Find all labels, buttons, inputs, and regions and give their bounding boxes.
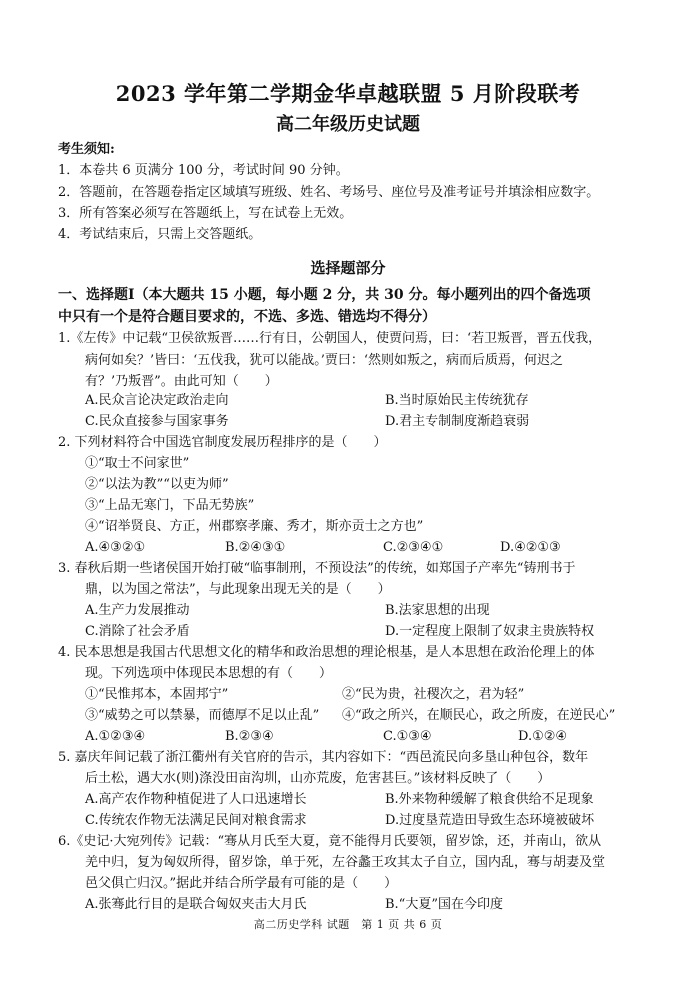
option-d: D.过度垦荒造田导致生态环境被破坏 [385, 813, 595, 828]
option-a: A.①②③④ [85, 729, 146, 744]
option-a: A.高产农作物种植促进了人口迅速增长 [85, 792, 307, 807]
question-stem: 3. 春秋后期一些诸侯国开始打破“临事制刑，不预设法”的传统，如郑国子产率先“铸刑书于 [58, 561, 576, 576]
question-item: ③“上品无寒门，下品无势族” [85, 498, 255, 513]
question-stem: 2. 下列材料符合中国选官制度发展历程排序的是（ ） [58, 435, 387, 450]
option-d: D.君主专制制度渐趋衰弱 [385, 414, 530, 429]
option-a: A.张骞此行目的是联合匈奴夹击大月氏 [85, 897, 307, 912]
notice-item: 2．答题前，在答题卷指定区域填写班级、姓名、考场号、座位号及准考证号并填涂相应数字。 [58, 185, 600, 200]
option-b: B.②③④ [225, 729, 274, 744]
question-stem: 病何如矣？’皆曰：‘五伐我，犹可以能战。’贾曰：‘然则如叛之，病而后质焉，何迟之 [85, 353, 564, 368]
notice-item: 3．所有答案必须写在答题纸上，写在试卷上无效。 [58, 206, 353, 221]
question-stem: 后土松，遇大水(则)涤没田亩沟圳，山亦荒废，危害甚巨。”该材料反映了（ ） [85, 771, 551, 786]
option-c: C.民众直接参与国家事务 [85, 414, 229, 429]
exam-subtitle: 高二年级历史试题 [276, 114, 420, 135]
option-b: B.外来物种缓解了粮食供给不足现象 [385, 792, 594, 807]
option-b: B.“大夏”国在今印度 [385, 897, 503, 912]
question-stem: 羌中归，复为匈奴所得，留岁馀，单于死，左谷蠡王攻其太子自立，国内乱，骞与胡妻及堂 [85, 855, 606, 870]
question-stem: 邑父俱亡归汉。”据此并结合所学最有可能的是（ ） [85, 876, 398, 891]
option-d: D.一定程度上限制了奴隶主贵族特权 [385, 624, 595, 639]
question-stem: 6.《史记·大宛列传》记载：“骞从月氏至大夏，竟不能得月氏要领，留岁馀，还，并南山，欲从 [58, 834, 602, 849]
option-d: D.①②④ [518, 729, 568, 744]
question-stem: 现。下列选项中体现民本思想的有（ ） [85, 666, 333, 681]
part-heading-line: 中只有一个是符合题目要求的，不选、多选、错选均不得分） [58, 309, 436, 325]
question-item: ①“取士不问家世” [85, 456, 190, 471]
question-stem: 4. 民本思想是我国古代思想文化的精华和政治思想的理论根基，是人本思想在政治伦理上的体 [58, 645, 595, 660]
option-b: B.当时原始民主传统犹存 [385, 393, 529, 408]
question-item: ④“政之所兴，在顺民心，政之所废，在逆民心” [342, 708, 616, 723]
notice-item: 4．考试结束后，只需上交答题纸。 [58, 227, 262, 242]
option-c: C.①③④ [383, 729, 432, 744]
question-item: ④“诏举贤良、方正，州郡察孝廉、秀才，斯亦贡士之方也” [85, 519, 424, 534]
question-stem: 鼎，以为国之常法”，与此现象出现无关的是（ ） [85, 582, 391, 597]
option-c: C.传统农作物无法满足民间对粮食需求 [85, 813, 307, 828]
question-item: ②“民为贵，社稷次之，君为轻” [342, 687, 525, 702]
option-a: A.生产力发展推动 [85, 603, 190, 618]
notice-heading: 考生须知: [58, 142, 115, 157]
question-item: ③“威势之可以禁暴，而德厚不足以止乱” [85, 708, 320, 723]
question-item: ②“以法为教”“以吏为师” [85, 477, 229, 492]
option-d: D.④②①③ [500, 540, 561, 555]
option-a: A.民众言论决定政治走向 [85, 393, 229, 408]
section-title: 选择题部分 [310, 259, 386, 277]
question-stem: 有？’乃叛晋”。由此可知（ ） [85, 374, 278, 389]
option-a: A.④③②① [85, 540, 146, 555]
notice-item: 1．本卷共 6 页满分 100 分，考试时间 90 分钟。 [58, 163, 349, 178]
question-stem: 1.《左传》中记载“卫侯欲叛晋……行有日，公朝国人，使贾问焉，曰：‘若卫叛晋，晋五伐我， [58, 331, 602, 346]
page-footer: 高二历史学科 试题 第 1 页 共 6 页 [253, 918, 443, 931]
option-c: C.②③④① [383, 540, 444, 555]
option-c: C.消除了社会矛盾 [85, 624, 190, 639]
question-item: ①“民惟邦本，本固邦宁” [85, 687, 229, 702]
part-heading-line: 一、选择题Ⅰ（本大题共 15 小题，每小题 2 分，共 30 分。每小题列出的四个备选项 [58, 287, 591, 303]
option-b: B.②④③① [225, 540, 286, 555]
option-b: B.法家思想的出现 [385, 603, 490, 618]
question-stem: 5. 嘉庆年间记载了浙江衢州有关官府的告示，其内容如下：“西邑流民向多垦山种包谷，数年 [58, 750, 589, 765]
exam-title: 2023 学年第二学期金华卓越联盟 5 月阶段联考 [115, 81, 581, 106]
